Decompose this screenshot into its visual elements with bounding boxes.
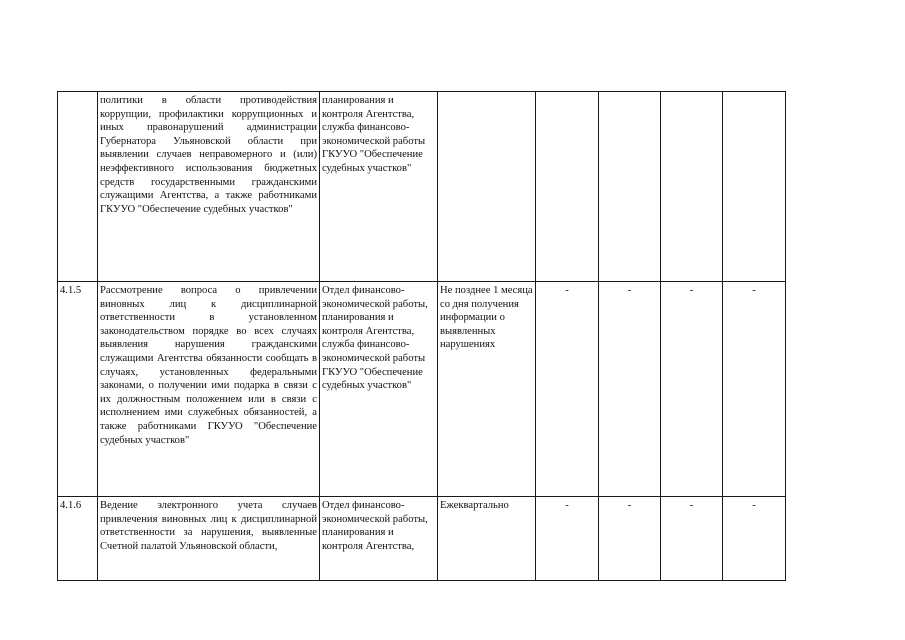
deadline-cell: Не позднее 1 месяца со дня получения информации о выявленных нарушениях (438, 282, 536, 497)
item-number-cell (58, 92, 98, 282)
responsible-cell: планирования и контроля Агентства, служба финансово-экономической работы ГКУУО "Обеспечение судебных участков" (320, 92, 438, 282)
anticorruption-plan-table (57, 91, 786, 581)
value-cell-1 (536, 92, 599, 282)
table-row (58, 282, 786, 497)
deadline-cell: Ежеквартально (438, 497, 536, 581)
item-number-cell: 4.1.5 (58, 282, 98, 497)
value-cell-4: - (723, 282, 786, 497)
measure-description-cell: Рассмотрение вопроса о привлечении виновных лиц к дисциплинарной ответственности в установленном законодательством порядке во всех случаях выявления нарушения гражданскими служащими Агентства обязанности сообщать в случаях, установленных федеральными законами, о получении ими подарка в связи с их должностным положением или в связи с исполнением ими служебных обязанностей, а также работниками ГКУУО "Обеспечение судебных участков" (98, 282, 320, 497)
value-cell-4 (723, 92, 786, 282)
value-cell-4: - (723, 497, 786, 581)
value-cell-3 (661, 92, 723, 282)
table-row (58, 497, 786, 581)
responsible-cell: Отдел финансово-экономической работы, планирования и контроля Агентства, служба финансово-экономической работы ГКУУО "Обеспечение судебных участков" (320, 282, 438, 497)
responsible-cell: Отдел финансово-экономической работы, планирования и контроля Агентства, (320, 497, 438, 581)
measure-description-cell: политики в области противодействия коррупции, профилактики коррупционных и иных правонарушений администрации Губернатора Ульяновской области при выявлении случаев неправомерного и (или) неэффективного использования бюджетных средств государственными гражданскими служащими Агентства, а также работниками ГКУУО "Обеспечение судебных участков" (98, 92, 320, 282)
measure-description-cell: Ведение электронного учета случаев привлечения виновных лиц к дисциплинарной ответственности за нарушения, выявленные Счетной палатой Ульяновской области, (98, 497, 320, 581)
value-cell-2 (599, 92, 661, 282)
value-cell-2: - (599, 497, 661, 581)
table-row (58, 92, 786, 282)
value-cell-1: - (536, 497, 599, 581)
value-cell-3: - (661, 497, 723, 581)
value-cell-1: - (536, 282, 599, 497)
value-cell-3: - (661, 282, 723, 497)
deadline-cell (438, 92, 536, 282)
value-cell-2: - (599, 282, 661, 497)
item-number-cell: 4.1.6 (58, 497, 98, 581)
